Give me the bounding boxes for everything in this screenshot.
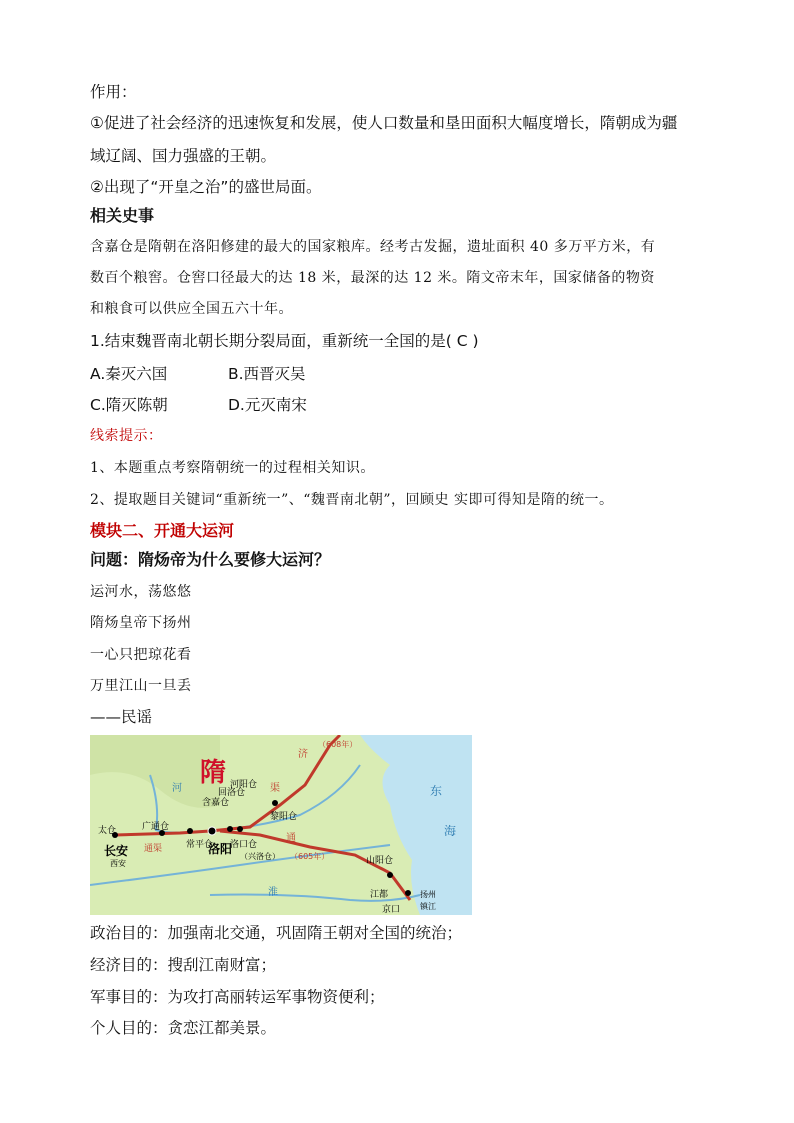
effect-point-2: ②出现了“开皇之治”的盛世局面。 xyxy=(90,178,322,196)
grand-canal-map xyxy=(90,735,472,915)
label-xingluo: （兴洛仓） xyxy=(240,852,280,861)
effect-point-1: ①促进了社会经济的迅速恢复和发展，使人口数量和垦田面积大幅度增长，隋朝成为疆 xyxy=(90,114,678,132)
option-b: B.西晋灭吴 xyxy=(228,365,306,383)
history-title: 相关史事 xyxy=(90,206,155,225)
label-yangzhou: 扬州 xyxy=(420,890,436,899)
hint-line-2: 2、提取题目关键词“重新统一”、“魏晋南北朝”，回顾史 实即可得知是隋的统一。 xyxy=(90,492,614,508)
question-stem: 1.结束魏晋南北朝长期分裂局面，重新统一全国的是( C ) xyxy=(90,332,479,350)
label-jingkou: 京口 xyxy=(382,905,401,915)
label-luokou: 洛口仓 xyxy=(230,840,258,850)
poem-source: ——民谣 xyxy=(90,708,153,726)
purpose-economic: 经济目的：搜刮江南财富； xyxy=(90,956,277,974)
label-zhenjiang: 镇江 xyxy=(420,902,436,911)
label-jiangdu: 江都 xyxy=(370,890,389,900)
label-shanyang: 山阳仓 xyxy=(366,856,394,866)
label-changan: 长安 xyxy=(104,844,129,858)
poem-line-4: 万里江山一旦丢 xyxy=(90,678,192,694)
option-a: A.秦灭六国 xyxy=(90,365,168,383)
hint-line-1: 1、本题重点考察隋朝统一的过程相关知识。 xyxy=(90,460,375,476)
label-he: 河 xyxy=(172,783,182,794)
label-year608: （608年） xyxy=(318,740,358,749)
option-d: D.元灭南宋 xyxy=(228,396,307,414)
label-qu: 渠 xyxy=(270,783,280,794)
label-hai: 海 xyxy=(444,824,457,838)
option-c: C.隋灭陈朝 xyxy=(90,396,168,414)
label-changping: 常平仓 xyxy=(186,840,214,850)
label-taicang: 太仓 xyxy=(98,826,117,836)
hint-title: 线索提示： xyxy=(90,428,163,444)
label-liyang: 黎阳仓 xyxy=(270,812,298,822)
label-ji: 济 xyxy=(298,749,308,760)
effect-heading: 作用： xyxy=(90,83,137,101)
label-luoyang: 洛阳 xyxy=(208,842,233,856)
history-text-1: 含嘉仓是隋朝在洛阳修建的最大的国家粮库。经考古发掘，遗址面积 40 多万平方米，有 xyxy=(90,239,656,255)
label-tong: 通 xyxy=(286,833,296,844)
purpose-military: 军事目的：为攻打高丽转运军事物资便利； xyxy=(90,988,385,1006)
effect-point-1-cont: 域辽阔、国力强盛的王朝。 xyxy=(90,147,277,165)
label-guangtong: 广通仓 xyxy=(142,822,170,832)
module-title: 模块二、开通大运河 xyxy=(90,521,235,540)
purpose-political: 政治目的：加强南北交通，巩固隋王朝对全国的统治； xyxy=(90,924,463,942)
label-tongqu: 通渠 xyxy=(144,844,163,854)
history-text-2: 数百个粮窖。仓窖口径最大的达 18 米，最深的达 12 米。隋文帝末年，国家储备的物资 xyxy=(90,270,655,286)
purpose-personal: 个人目的：贪恋江都美景。 xyxy=(90,1019,277,1037)
history-text-3: 和粮食可以供应全国五六十年。 xyxy=(90,301,293,317)
label-dong: 东 xyxy=(430,784,443,798)
poem-line-3: 一心只把琼花看 xyxy=(90,647,192,663)
label-huai: 淮 xyxy=(268,887,278,898)
label-year605: （605年） xyxy=(290,852,330,861)
module-question: 问题：隋炀帝为什么要修大运河？ xyxy=(90,550,331,569)
label-xian: 西安 xyxy=(110,859,126,868)
map-title: 隋 xyxy=(200,758,227,788)
poem-line-1: 运河水，荡悠悠 xyxy=(90,584,192,600)
label-huiluo: 回洛仓 xyxy=(218,788,246,798)
label-heyang: 河阳仓 xyxy=(230,780,258,790)
label-hanjia: 含嘉仓 xyxy=(202,798,230,808)
poem-line-2: 隋炀皇帝下扬州 xyxy=(90,615,192,631)
